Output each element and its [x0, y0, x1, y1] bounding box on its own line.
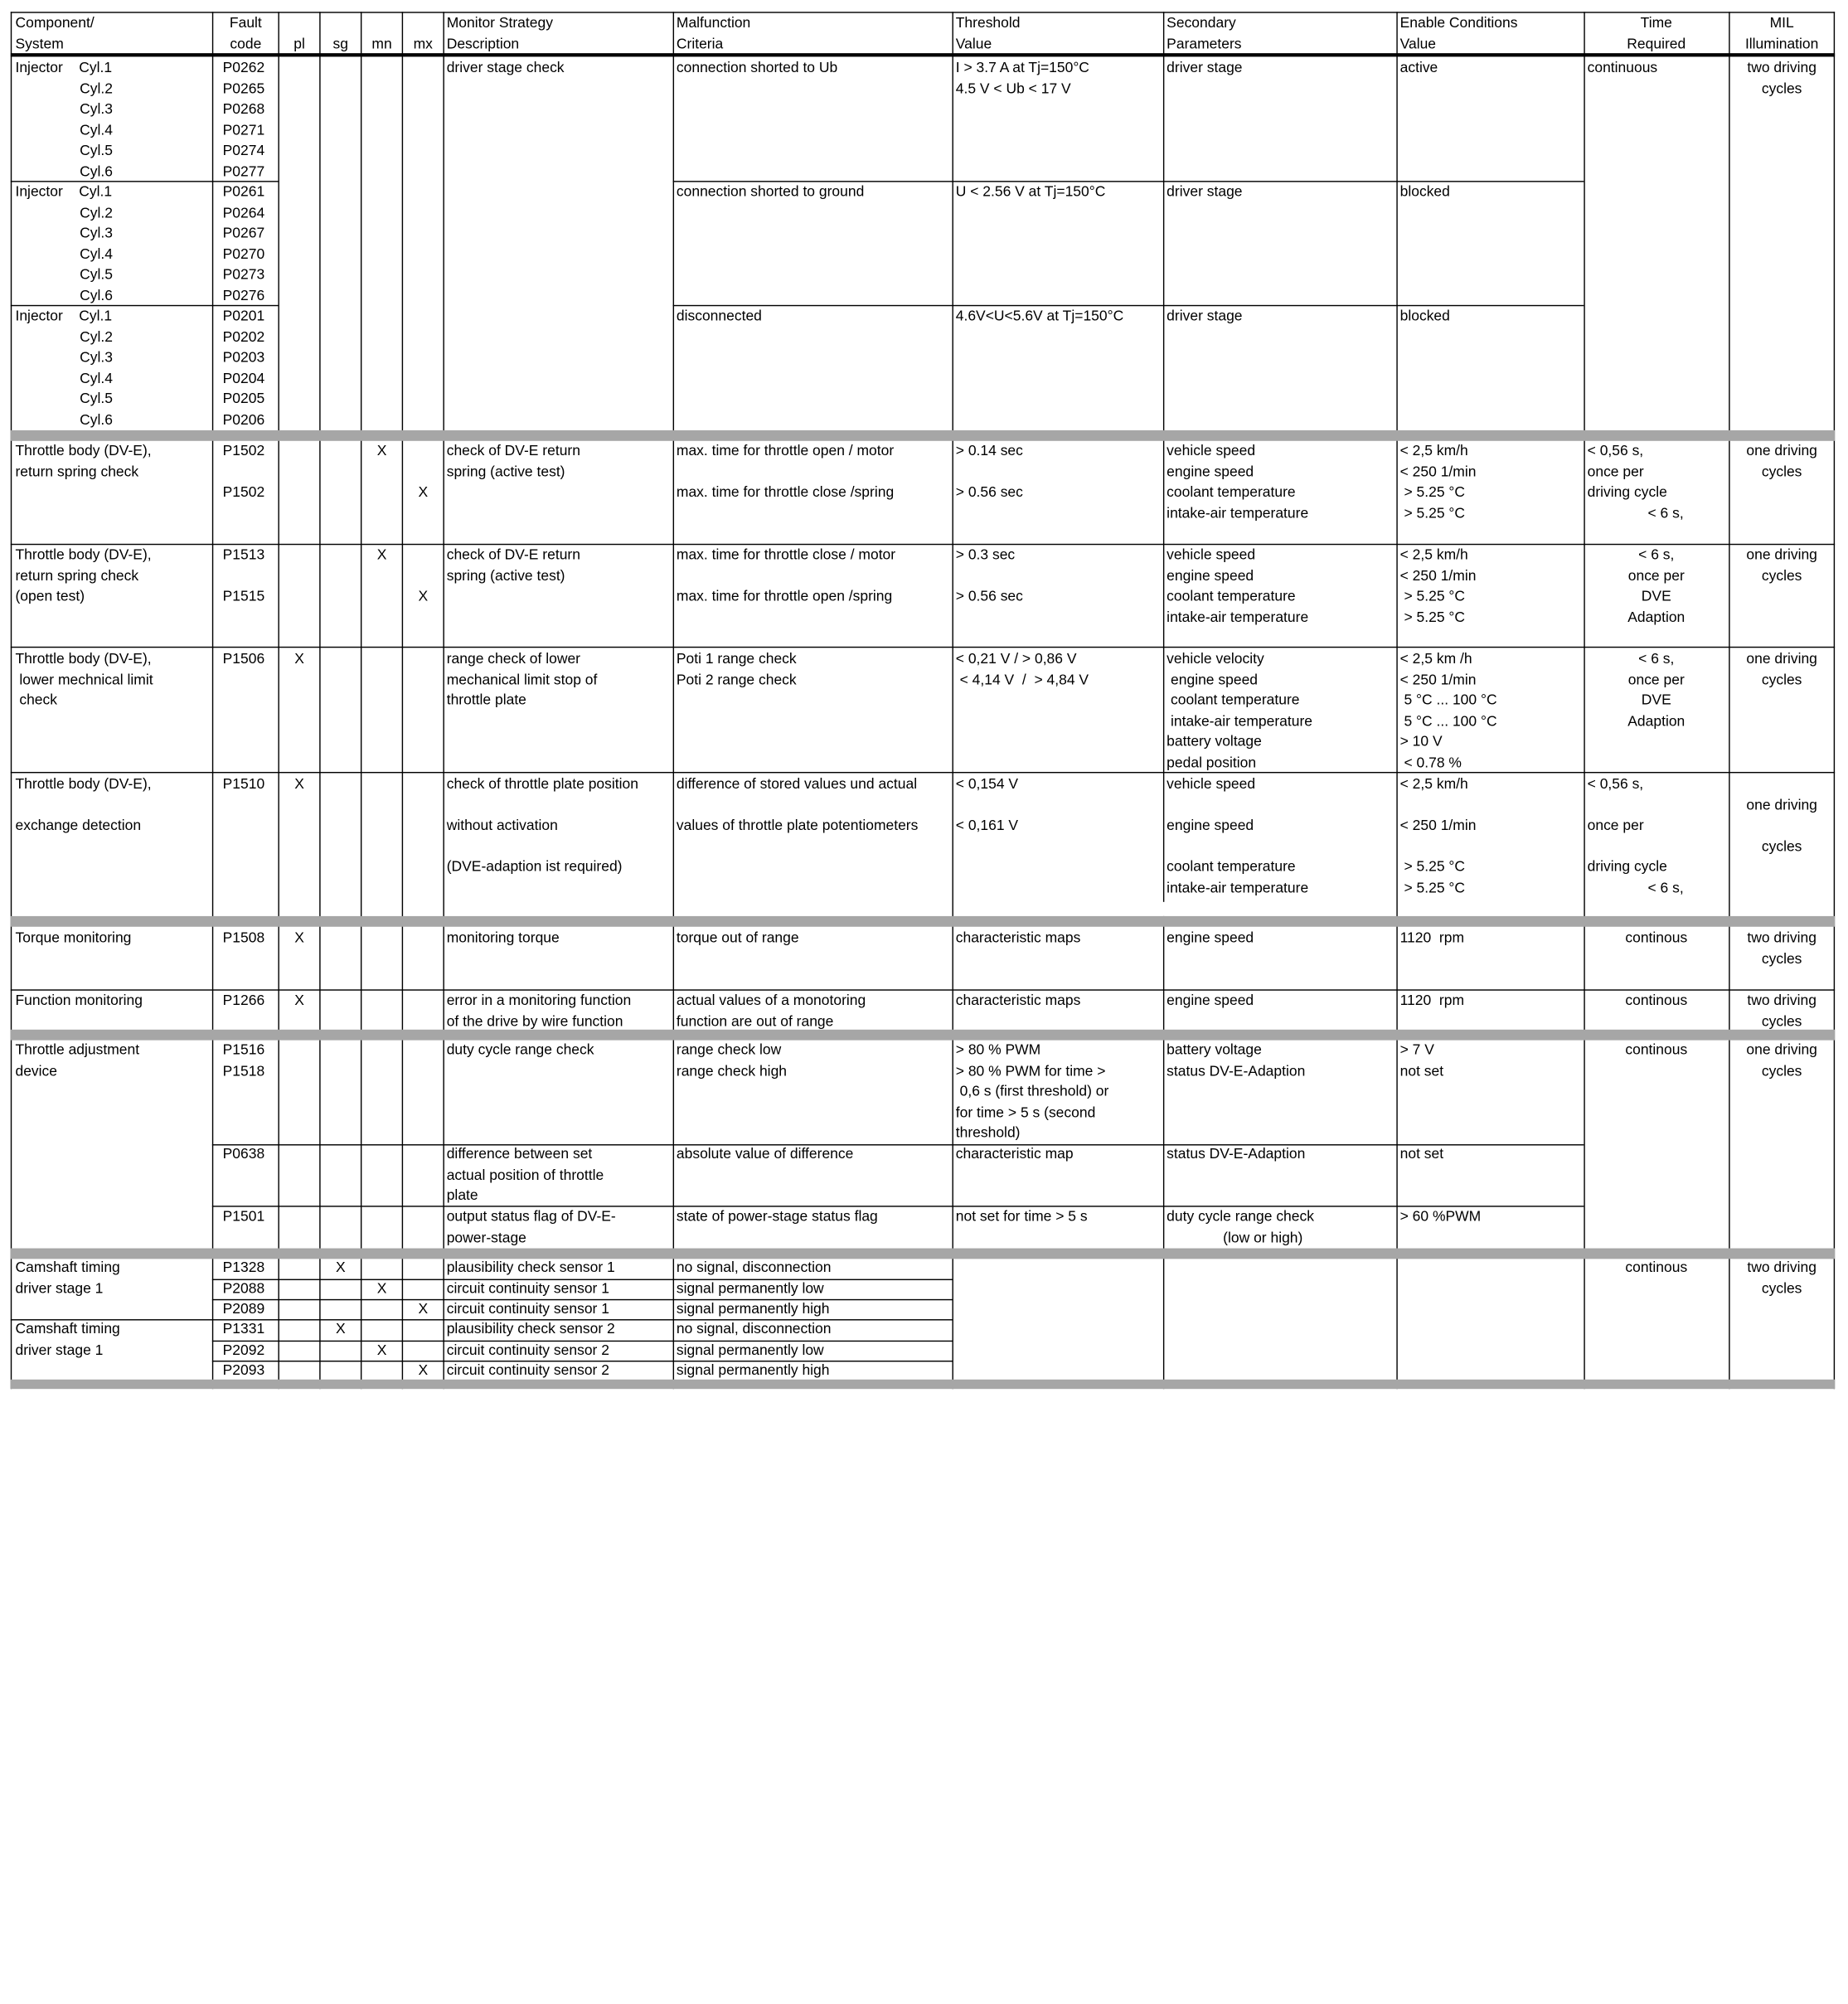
- camshaft-row-malfunction: signal permanently high: [676, 1300, 830, 1317]
- camshaft-row-mn-mark: X: [376, 1280, 387, 1297]
- injector-group2-threshold: U < 2.56 V at Tj=150°C: [955, 182, 1106, 200]
- adjustment-mil: one driving cycles: [1746, 1041, 1817, 1079]
- col-line: [212, 12, 213, 1389]
- adjustment-codes-1: P1516 P1518: [222, 1041, 265, 1079]
- col-line: [319, 12, 320, 1389]
- injector-group2-secondary: driver stage: [1167, 182, 1243, 200]
- header-sg: sg: [332, 35, 349, 52]
- return-spring-threshold-2: > 0.56 sec: [955, 483, 1023, 501]
- camshaft-row-monitor: circuit continuity sensor 2: [446, 1342, 609, 1359]
- camshaft-row-code: P2092: [222, 1342, 265, 1359]
- camshaft-row-sg-mark: X: [335, 1259, 346, 1276]
- camshaft-row-malfunction: signal permanently high: [676, 1361, 830, 1379]
- section-band: [11, 430, 1835, 441]
- return-spring-secondary: vehicle speed engine speed coolant temperature intake-air temperature: [1167, 442, 1309, 522]
- injector-group3-codes: P0201 P0202 P0203 P0204 P0205 P0206: [222, 307, 265, 428]
- return-spring-malfunction-1: max. time for throttle open / motor: [676, 442, 895, 459]
- col-line: [278, 12, 279, 1389]
- header-pl: pl: [293, 35, 305, 52]
- injector-group1-threshold: I > 3.7 A at Tj=150°C 4.5 V < Ub < 17 V: [955, 59, 1089, 97]
- camshaft-row-mn-mark: X: [376, 1342, 387, 1359]
- open-test-code-2: P1515: [222, 587, 265, 604]
- open-test-malfunction-1: max. time for throttle close / motor: [676, 546, 896, 563]
- torque-pl-mark: X: [294, 929, 304, 946]
- adjustment-code-3: P1501: [222, 1208, 265, 1225]
- col-line: [1163, 12, 1164, 902]
- header-mx: mx: [413, 35, 433, 52]
- adjustment-malfunction-1: range check low range check high: [676, 1041, 788, 1079]
- camshaft-row-code: P2093: [222, 1361, 265, 1379]
- return-spring-mil: one driving cycles: [1746, 442, 1817, 480]
- return-spring-code-1: P1502: [222, 442, 265, 459]
- exchange-secondary: vehicle speed engine speed coolant temperature intake-air temperature: [1167, 775, 1309, 895]
- lower-limit-malfunction: Poti 1 range check Poti 2 range check: [676, 650, 797, 688]
- return-spring-time: < 0,56 s, once per driving cycle < 6 s,: [1587, 442, 1684, 522]
- open-test-mil: one driving cycles: [1746, 546, 1817, 584]
- return-spring-mx-mark: X: [418, 483, 429, 501]
- camshaft-row-code: P2088: [222, 1280, 265, 1297]
- camshaft-row-malfunction: no signal, disconnection: [676, 1259, 832, 1276]
- lower-limit-code: P1506: [222, 650, 265, 667]
- camshaft-time: continous: [1625, 1259, 1688, 1276]
- section-band: [11, 1249, 1835, 1259]
- table-border-left: [11, 12, 12, 1389]
- open-test-threshold-1: > 0.3 sec: [955, 546, 1016, 563]
- exchange-code: P1510: [222, 775, 265, 793]
- header-time: Time Required: [1627, 14, 1686, 52]
- header-fault-code: Fault code: [229, 14, 262, 52]
- col-line: [402, 12, 403, 1389]
- exchange-monitor: check of throttle plate position without activation (DVE-adaption ist required): [446, 775, 638, 876]
- injector-monitor: driver stage check: [446, 59, 565, 76]
- torque-time: continous: [1625, 929, 1688, 946]
- camshaft-row-sg-mark: X: [335, 1320, 346, 1337]
- exchange-mil: one driving cycles: [1746, 796, 1817, 855]
- injector-group1-codes: P0262 P0265 P0268 P0271 P0274 P0277: [222, 59, 265, 179]
- adjustment-monitor-1: duty cycle range check: [446, 1041, 594, 1059]
- lower-limit-enable: < 2,5 km /h < 250 1/min 5 °C ... 100 °C 5 °C ... 100 °C > 10 V < 0.78 %: [1399, 650, 1497, 770]
- injector-group3-secondary: driver stage: [1167, 307, 1243, 324]
- return-spring-code-2: P1502: [222, 483, 265, 501]
- adjustment-enable-2: not set: [1399, 1145, 1444, 1162]
- col-line: [1396, 12, 1397, 1389]
- adjustment-monitor-3: output status flag of DV-E- power-stage: [446, 1208, 616, 1245]
- return-spring-component: Throttle body (DV-E), return spring check: [15, 442, 152, 480]
- adjustment-component: Throttle adjustment device: [15, 1041, 140, 1079]
- function-component: Function monitoring: [15, 992, 143, 1009]
- lower-limit-threshold: < 0,21 V / > 0,86 V < 4,14 V / > 4,84 V: [955, 650, 1089, 688]
- header-mil: MIL Illumination: [1744, 14, 1819, 52]
- torque-code: P1508: [222, 929, 265, 946]
- camshaft-row-monitor: circuit continuity sensor 1: [446, 1280, 609, 1297]
- function-pl-mark: X: [294, 992, 304, 1009]
- header-monitor: Monitor Strategy Description: [446, 14, 553, 52]
- col-line: [952, 12, 953, 1389]
- camshaft-row-malfunction: no signal, disconnection: [676, 1320, 832, 1337]
- return-spring-monitor: check of DV-E return spring (active test): [446, 442, 580, 480]
- injector-group3-threshold: 4.6V<U<5.6V at Tj=150°C: [955, 307, 1124, 324]
- injector-group1-secondary: driver stage: [1167, 59, 1243, 76]
- row-line: [11, 647, 1835, 648]
- header-malfunction: Malfunction Criteria: [676, 14, 751, 52]
- camshaft-row-mx-mark: X: [418, 1300, 429, 1317]
- lower-limit-mil: one driving cycles: [1746, 650, 1817, 688]
- open-test-mx-mark: X: [418, 587, 429, 604]
- injector-group1-enable: active: [1399, 59, 1438, 76]
- injector-group3-component: Injector Cyl.1 Cyl.2 Cyl.3 Cyl.4 Cyl.5 Cyl.6: [15, 307, 114, 428]
- injector-time: continuous: [1587, 59, 1658, 76]
- adjustment-malfunction-2: absolute value of difference: [676, 1145, 854, 1162]
- return-spring-malfunction-2: max. time for throttle close /spring: [676, 483, 895, 501]
- header-threshold: Threshold Value: [955, 14, 1021, 52]
- open-test-monitor: check of DV-E return spring (active test): [446, 546, 580, 584]
- open-test-code-1: P1513: [222, 546, 265, 563]
- torque-monitor: monitoring torque: [446, 929, 560, 946]
- adjustment-threshold-2: characteristic map: [955, 1145, 1074, 1162]
- injector-group2-enable: blocked: [1399, 182, 1450, 200]
- torque-malfunction: torque out of range: [676, 929, 799, 946]
- torque-threshold: characteristic maps: [955, 929, 1081, 946]
- col-line: [443, 12, 444, 1389]
- adjustment-threshold-3: not set for time > 5 s: [955, 1208, 1088, 1225]
- injector-group2-malfunction: connection shorted to ground: [676, 182, 865, 200]
- injector-group1-component: Injector Cyl.1 Cyl.2 Cyl.3 Cyl.4 Cyl.5 Cyl.6: [15, 59, 114, 179]
- function-code: P1266: [222, 992, 265, 1009]
- open-test-mn-mark: X: [376, 546, 387, 563]
- torque-mil: two driving cycles: [1747, 929, 1816, 967]
- header-secondary: Secondary Parameters: [1167, 14, 1242, 52]
- adjustment-malfunction-3: state of power-stage status flag: [676, 1208, 878, 1225]
- section-band: [11, 1380, 1835, 1389]
- lower-limit-monitor: range check of lower mechanical limit stop of throttle plate: [446, 650, 598, 708]
- camshaft-row-malfunction: signal permanently low: [676, 1342, 824, 1359]
- return-spring-threshold-1: > 0.14 sec: [955, 442, 1023, 459]
- lower-limit-pl-mark: X: [294, 650, 304, 667]
- header-enable: Enable Conditions Value: [1399, 14, 1518, 52]
- camshaft-mil: two driving cycles: [1747, 1259, 1816, 1297]
- adjustment-monitor-2: difference between set actual position of throttle plate: [446, 1145, 604, 1204]
- camshaft-component-2: Camshaft timing driver stage 1: [15, 1320, 120, 1358]
- exchange-malfunction: difference of stored values und actual values of throttle plate potentiometers: [676, 775, 919, 834]
- lower-limit-secondary: vehicle velocity engine speed coolant temperature intake-air temperature battery voltage pedal position: [1167, 650, 1313, 770]
- function-malfunction: actual values of a monotoring function are out of range: [676, 992, 866, 1030]
- section-band: [11, 1030, 1835, 1041]
- section-band: [11, 916, 1835, 927]
- row-line: [11, 772, 1835, 773]
- col-line: [1163, 916, 1164, 1389]
- exchange-enable: < 2,5 km/h < 250 1/min > 5.25 °C > 5.25 °C: [1399, 775, 1477, 895]
- adjustment-time: continous: [1625, 1041, 1688, 1059]
- adjustment-enable-3: > 60 %PWM: [1399, 1208, 1482, 1225]
- open-test-enable: < 2,5 km/h < 250 1/min > 5.25 °C > 5.25 °C: [1399, 546, 1477, 625]
- open-test-component: Throttle body (DV-E), return spring check (open test): [15, 546, 152, 604]
- header-mn: mn: [371, 35, 392, 52]
- open-test-time: < 6 s, once per DVE Adaption: [1627, 546, 1686, 625]
- return-spring-mn-mark: X: [376, 442, 387, 459]
- function-enable: 1120 rpm: [1399, 992, 1465, 1009]
- lower-limit-component: Throttle body (DV-E), lower mechnical limit check: [15, 650, 153, 708]
- open-test-threshold-2: > 0.56 sec: [955, 587, 1023, 604]
- adjustment-enable-1: > 7 V not set: [1399, 1041, 1444, 1079]
- adjustment-secondary-2: status DV-E-Adaption: [1167, 1145, 1306, 1162]
- open-test-malfunction-2: max. time for throttle open /spring: [676, 587, 893, 604]
- torque-component: Torque monitoring: [15, 929, 132, 946]
- header-component: Component/ System: [15, 14, 95, 52]
- function-monitor: error in a monitoring function of the drive by wire function: [446, 992, 632, 1030]
- function-secondary: engine speed: [1167, 992, 1254, 1009]
- function-mil: two driving cycles: [1747, 992, 1816, 1030]
- exchange-component: Throttle body (DV-E), exchange detection: [15, 775, 152, 834]
- function-time: continous: [1625, 992, 1688, 1009]
- return-spring-enable: < 2,5 km/h < 250 1/min > 5.25 °C > 5.25 °C: [1399, 442, 1477, 522]
- adjustment-secondary-1: battery voltage status DV-E-Adaption: [1167, 1041, 1306, 1079]
- torque-secondary: engine speed: [1167, 929, 1254, 946]
- lower-limit-time: < 6 s, once per DVE Adaption: [1627, 650, 1686, 729]
- injector-group2-codes: P0261 P0264 P0267 P0270 P0273 P0276: [222, 182, 265, 303]
- camshaft-component-1: Camshaft timing driver stage 1: [15, 1259, 120, 1297]
- injector-group3-malfunction: disconnected: [676, 307, 762, 324]
- exchange-time: < 0,56 s, once per driving cycle < 6 s,: [1587, 775, 1684, 895]
- camshaft-row-code: P1331: [222, 1320, 265, 1337]
- camshaft-row-malfunction: signal permanently low: [676, 1280, 824, 1297]
- adjustment-secondary-3: duty cycle range check (low or high): [1167, 1208, 1314, 1245]
- row-line: [212, 1144, 1584, 1145]
- camshaft-row-monitor: circuit continuity sensor 1: [446, 1300, 609, 1317]
- camshaft-row-code: P2089: [222, 1300, 265, 1317]
- camshaft-row-monitor: plausibility check sensor 1: [446, 1259, 615, 1276]
- camshaft-row-monitor: circuit continuity sensor 2: [446, 1361, 609, 1379]
- table-border-right: [1834, 12, 1835, 1389]
- row-line: [11, 544, 1835, 545]
- open-test-secondary: vehicle speed engine speed coolant temperature intake-air temperature: [1167, 546, 1309, 625]
- function-threshold: characteristic maps: [955, 992, 1081, 1009]
- camshaft-row-monitor: plausibility check sensor 2: [446, 1320, 615, 1337]
- col-line: [673, 12, 674, 1389]
- injector-group3-enable: blocked: [1399, 307, 1450, 324]
- camshaft-row-mx-mark: X: [418, 1361, 429, 1379]
- camshaft-row-code: P1328: [222, 1259, 265, 1276]
- injector-group1-malfunction: connection shorted to Ub: [676, 59, 838, 76]
- adjustment-code-2: P0638: [222, 1145, 265, 1162]
- injector-group2-component: Injector Cyl.1 Cyl.2 Cyl.3 Cyl.4 Cyl.5 Cyl.6: [15, 182, 114, 303]
- exchange-threshold: < 0,154 V < 0,161 V: [955, 775, 1019, 834]
- adjustment-threshold-1: > 80 % PWM > 80 % PWM for time > 0,6 s (first threshold) or for time > 5 s (second threshold): [955, 1041, 1109, 1141]
- torque-enable: 1120 rpm: [1399, 929, 1465, 946]
- exchange-pl-mark: X: [294, 775, 304, 793]
- injector-mil: two driving cycles: [1747, 59, 1816, 97]
